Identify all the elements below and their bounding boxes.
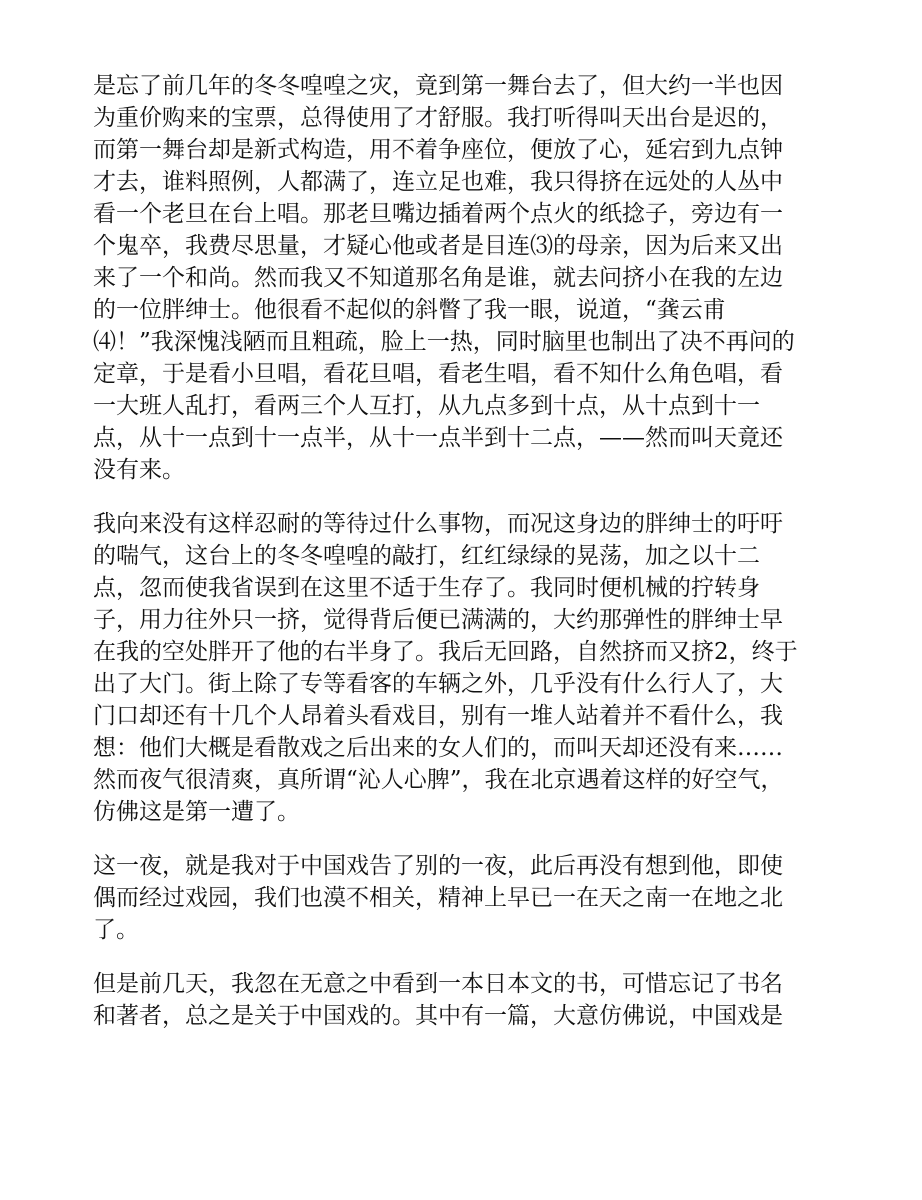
text-line: 和著者，总之是关于中国戏的。其中有一篇，大意仿佛说，中国戏是 [93, 1003, 783, 1029]
text-line: 点，忽而使我省误到在这里不适于生存了。我同时便机械的拧转身 [93, 575, 760, 601]
text-line: 但是前几天，我忽在无意之中看到一本日本文的书，可惜忘记了书名 [93, 971, 783, 997]
text-line: 偶而经过戏园，我们也漠不相关，精神上早已一在天之南一在地之北 [93, 885, 783, 911]
text-line: 了。 [93, 917, 139, 943]
text-line: 我向来没有这样忍耐的等待过什么事物，而况这身边的胖绅士的吁吁 [93, 511, 783, 537]
text-line: 而第一舞台却是新式构造，用不着争座位，便放了心，延宕到九点钟 [93, 137, 783, 163]
text-line: 看一个老旦在台上唱。那老旦嘴边插着两个点火的纸捻子，旁边有一 [93, 201, 783, 227]
text-line: 的一位胖绅士。他很看不起似的斜瞥了我一眼，说道，“龚云甫 [93, 297, 726, 323]
text-line: 出了大门。街上除了专等看客的车辆之外，几乎没有什么行人了，大 [93, 671, 783, 697]
text-line: 的喘气，这台上的冬冬喤喤的敲打，红红绿绿的晃荡，加之以十二 [93, 543, 760, 569]
text-line: 子，用力往外只一挤，觉得背后便已满满的，大约那弹性的胖绅士早 [93, 607, 783, 633]
text-line: 点，从十一点到十一点半，从十一点半到十二点，——然而叫天竟还 [93, 425, 783, 451]
text-line: 这一夜，就是我对于中国戏告了别的一夜，此后再没有想到他，即使 [93, 853, 783, 879]
paragraph-3 [93, 850, 863, 946]
text-line: 想：他们大概是看散戏之后出来的女人们的，而叫天却还没有来…… [93, 735, 783, 761]
text-line: 在我的空处胖开了他的右半身了。我后无回路，自然挤而又挤2，终于 [93, 639, 798, 665]
text-line: 门口却还有十几个人昂着头看戏目，别有一堆人站着并不看什么，我 [93, 703, 783, 729]
text-line: 为重价购来的宝票，总得使用了才舒服。我打听得叫天出台是迟的， [93, 105, 783, 131]
text-line: ⑷！”我深愧浅陋而且粗疏，脸上一热，同时脑里也制出了决不再问的 [93, 329, 795, 355]
text-line: 一大班人乱打，看两三个人互打，从九点多到十点，从十点到十一 [93, 393, 760, 419]
paragraph-1 [93, 70, 863, 486]
text-line: 才去，谁料照例，人都满了，连立足也难，我只得挤在远处的人丛中 [93, 169, 783, 195]
text-line: 仿佛这是第一遭了。 [93, 799, 300, 825]
document-page [93, 70, 863, 1054]
text-line: 没有来。 [93, 457, 185, 483]
text-line: 定章，于是看小旦唱，看花旦唱，看老生唱，看不知什么角色唱，看 [93, 361, 783, 387]
text-line: 来了一个和尚。然而我又不知道那名角是谁，就去问挤小在我的左边 [93, 265, 783, 291]
text-line: 个鬼卒，我费尽思量，才疑心他或者是目连⑶的母亲，因为后来又出 [93, 233, 783, 259]
text-line: 是忘了前几年的冬冬喤喤之灾，竟到第一舞台去了，但大约一半也因 [93, 73, 783, 99]
paragraph-2 [93, 508, 863, 828]
paragraph-4 [93, 968, 863, 1032]
text-line: 然而夜气很清爽，真所谓“沁人心脾”，我在北京遇着这样的好空气， [93, 767, 784, 793]
